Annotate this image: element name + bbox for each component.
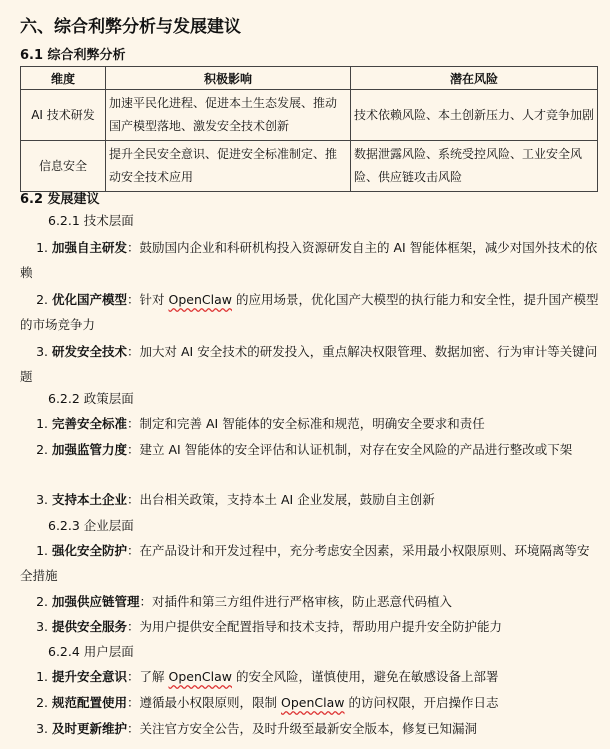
item-text: ：了解 — [127, 669, 169, 684]
subsection-6-1-title: 6.1 综合利弊分析 — [20, 48, 126, 63]
item-title: 提升安全意识 — [52, 669, 128, 684]
heading-user: 6.2.4 用户层面 — [48, 644, 134, 659]
list-item — [20, 235, 600, 285]
list-item — [20, 664, 600, 689]
item-number: 1. — [36, 543, 48, 558]
item-number: 2. — [36, 442, 48, 457]
item-number: 1. — [36, 669, 48, 684]
item-text: ：在产品设计和开发过程中，充分考虑安全因素，采用最小权限原则、环境隔离等安全措施 — [20, 543, 590, 583]
item-number: 1. — [36, 416, 48, 431]
section-title: 六、综合利弊分析与发展建议 — [20, 17, 241, 37]
item-text: ：制定和完善 AI 智能体的安全标准和规范，明确安全要求和责任 — [127, 416, 485, 431]
item-number: 3. — [36, 492, 48, 507]
brand-name: OpenClaw — [168, 669, 232, 684]
item-title: 及时更新维护 — [52, 721, 128, 736]
table-cell: AI 技术研发 — [21, 90, 106, 141]
item-number: 3. — [36, 721, 48, 736]
item-text: ：遵循最小权限原则，限制 — [127, 695, 281, 710]
table-cell: 数据泄露风险、系统受控风险、工业安全风险、供应链攻击风险 — [351, 141, 598, 192]
item-title: 加强供应链管理 — [52, 594, 140, 609]
item-text: ：建立 AI 智能体的安全评估和认证机制，对存在安全风险的产品进行整改或下架 — [127, 442, 573, 457]
table-row — [21, 90, 598, 141]
list-item — [20, 716, 600, 741]
item-title: 支持本土企业 — [52, 492, 128, 507]
item-text: ：对插件和第三方组件进行严格审核，防止恶意代码植入 — [139, 594, 453, 609]
table-cell: 加速平民化进程、促进本土生态发展、推动国产模型落地、激发安全技术创新 — [106, 90, 351, 141]
list-item — [20, 690, 600, 715]
heading-policy: 6.2.2 政策层面 — [48, 391, 134, 406]
item-title: 研发安全技术 — [52, 344, 128, 359]
table-header-cell: 积极影响 — [106, 67, 351, 90]
item-number: 2. — [36, 695, 48, 710]
item-title: 加强监管力度 — [52, 442, 128, 457]
list-item — [20, 589, 600, 614]
list-item — [20, 339, 600, 389]
item-text: ：关注官方安全公告，及时升级至最新安全版本，修复已知漏洞 — [127, 721, 478, 736]
list-item — [20, 538, 600, 588]
list-item — [20, 437, 600, 462]
list-item — [20, 411, 600, 436]
item-number: 1. — [36, 240, 48, 255]
brand-name: OpenClaw — [281, 695, 345, 710]
item-title: 强化安全防护 — [52, 543, 128, 558]
table-header-cell: 潜在风险 — [351, 67, 598, 90]
list-item — [20, 287, 600, 337]
item-number: 2. — [36, 594, 48, 609]
brand-name: OpenClaw — [168, 292, 232, 307]
item-text: ：针对 — [127, 292, 169, 307]
heading-enterprise: 6.2.3 企业层面 — [48, 518, 134, 533]
pros-cons-table — [20, 66, 598, 192]
table-cell: 提升全民安全意识、促进安全标准制定、推动安全技术应用 — [106, 141, 351, 192]
item-title: 优化国产模型 — [52, 292, 128, 307]
table-header-cell: 维度 — [21, 67, 106, 90]
item-number: 3. — [36, 619, 48, 634]
table-row — [21, 141, 598, 192]
list-item — [20, 487, 600, 512]
item-text: 的访问权限，开启操作日志 — [344, 695, 499, 710]
item-title: 提供安全服务 — [52, 619, 128, 634]
subsection-6-2-title: 6.2 发展建议 — [20, 192, 100, 207]
item-text: 的安全风险，谨慎使用，避免在敏感设备上部署 — [231, 669, 499, 684]
item-text: ：为用户提供安全配置指导和技术支持，帮助用户提升安全防护能力 — [127, 619, 503, 634]
item-text: ：加大对 AI 安全技术的研发投入，重点解决权限管理、数据加密、行为审计等关键问题 — [20, 344, 598, 384]
item-title: 规范配置使用 — [52, 695, 128, 710]
list-item — [20, 614, 600, 639]
item-number: 3. — [36, 344, 48, 359]
table-cell: 技术依赖风险、本土创新压力、人才竞争加剧 — [351, 90, 598, 141]
item-title: 加强自主研发 — [52, 240, 128, 255]
item-title: 完善安全标准 — [52, 416, 128, 431]
item-text: 的应用场景，优化国产大模型的执行能力和安全性，提升国产模型的市场竞争力 — [20, 292, 599, 332]
heading-technical: 6.2.1 技术层面 — [48, 213, 134, 228]
table-header-row — [21, 67, 598, 90]
table-cell: 信息安全 — [21, 141, 106, 192]
item-text: ：出台相关政策，支持本土 AI 企业发展，鼓励自主创新 — [127, 492, 435, 507]
item-text: ：鼓励国内企业和科研机构投入资源研发自主的 AI 智能体框架，减少对国外技术的依赖 — [20, 240, 598, 280]
item-number: 2. — [36, 292, 48, 307]
